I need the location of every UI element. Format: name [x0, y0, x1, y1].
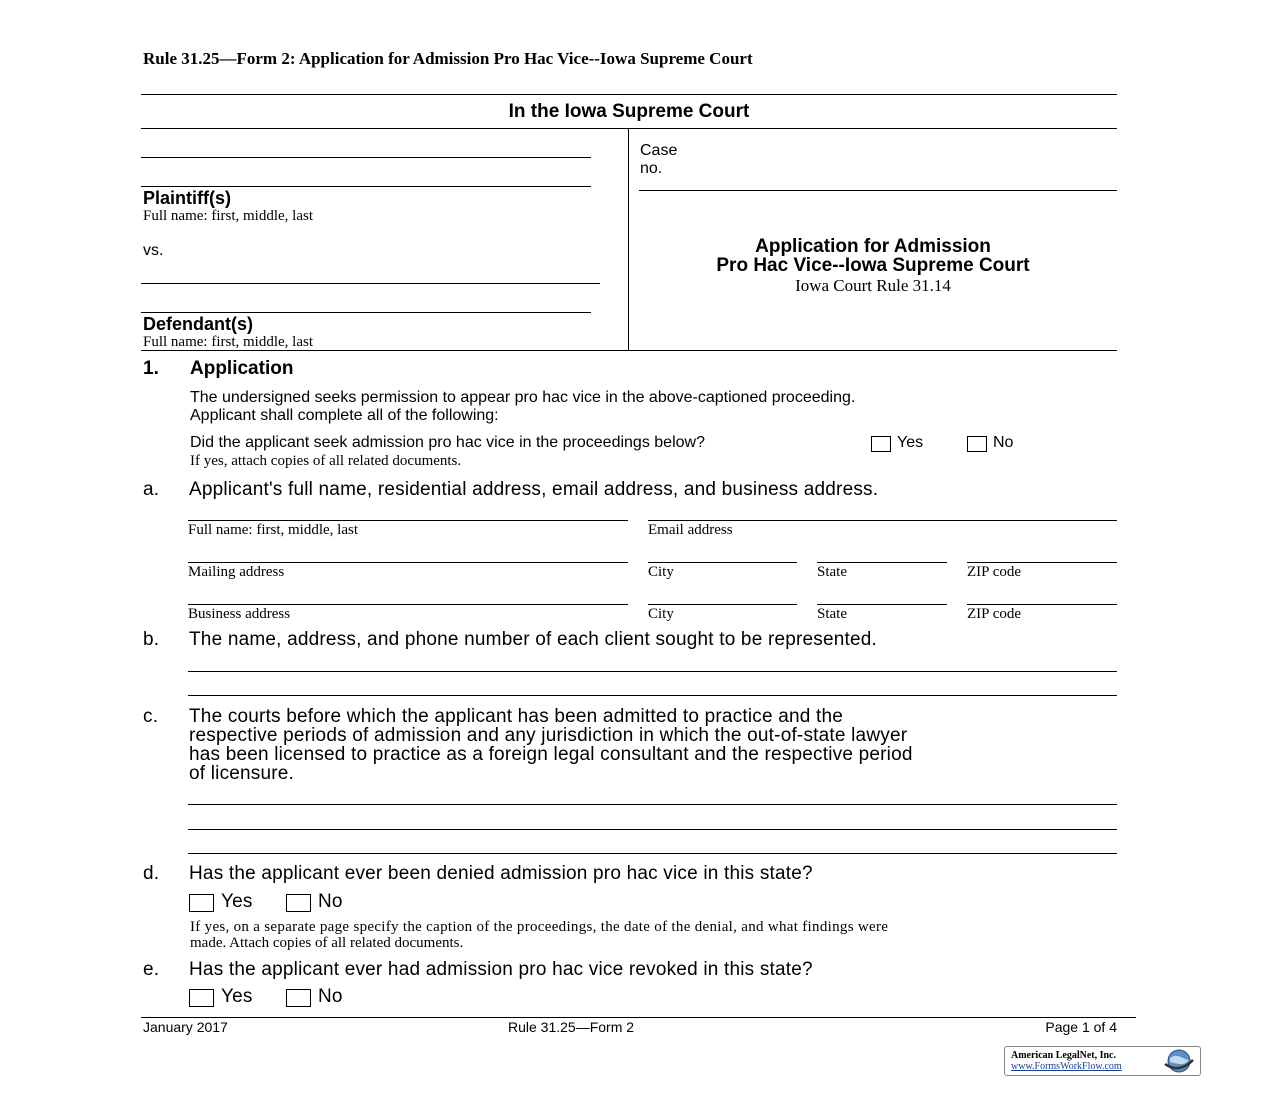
item-c-line-2: respective periods of admission and any jurisdiction in which the out-of-state lawyer — [189, 725, 908, 746]
below-no-label: No — [993, 434, 1014, 451]
client-line-2[interactable] — [188, 695, 1117, 696]
business-state-label: State — [817, 606, 847, 622]
item-a-text: Applicant's full name, residential address, email address, and business address. — [189, 479, 879, 500]
item-a-letter: a. — [143, 479, 160, 500]
business-zip-field[interactable] — [967, 604, 1117, 605]
top-rule — [141, 94, 1117, 95]
item-c-line-1: The courts before which the applicant has been admitted to practice and the — [189, 706, 844, 727]
footer-date: January 2017 — [143, 1019, 228, 1035]
fullname-label: Full name: first, middle, last — [188, 522, 358, 538]
attach-note: If yes, attach copies of all related documents. — [190, 453, 462, 469]
defendant-hint: Full name: first, middle, last — [143, 334, 313, 350]
intro-line-1: The undersigned seeks permission to appear pro hac vice in the above-captioned proceeding. — [190, 389, 856, 406]
rule-title: Rule 31.25—Form 2: Application for Admission Pro Hac Vice--Iowa Supreme Court — [143, 49, 753, 68]
mailing-city-label: City — [648, 564, 674, 580]
denied-no-checkbox[interactable] — [286, 894, 311, 912]
denied-note-1: If yes, on a separate page specify the caption of the proceedings, the date of the denial, and what findings were — [190, 919, 889, 935]
mailing-zip-label: ZIP code — [967, 564, 1022, 580]
courts-line-3[interactable] — [188, 853, 1117, 854]
plaintiff-hint: Full name: first, middle, last — [143, 208, 313, 224]
logo-company: American LegalNet, Inc. — [1011, 1050, 1116, 1061]
caption-bottom-rule — [141, 350, 1117, 351]
mailing-state-label: State — [817, 564, 847, 580]
plaintiff-label: Plaintiff(s) — [143, 188, 231, 208]
mailing-city-field[interactable] — [648, 562, 797, 563]
client-line-1[interactable] — [188, 671, 1117, 672]
item-b-letter: b. — [143, 629, 160, 650]
mailing-state-field[interactable] — [817, 562, 947, 563]
case-label: Case — [640, 142, 678, 159]
business-address-field[interactable] — [188, 604, 628, 605]
item-d-text: Has the applicant ever been denied admission pro hac vice in this state? — [189, 863, 813, 884]
item-e-text: Has the applicant ever had admission pro hac vice revoked in this state? — [189, 959, 813, 980]
below-yes-checkbox[interactable] — [871, 436, 891, 455]
court-rule — [141, 128, 1117, 129]
section-heading: Application — [190, 358, 294, 379]
section-number: 1. — [143, 358, 159, 379]
question-below: Did the applicant seek admission pro hac vice in the proceedings below? — [190, 434, 705, 451]
form-title-2: Pro Hac Vice--Iowa Supreme Court — [716, 255, 1030, 276]
case-number-field[interactable] — [639, 190, 1117, 191]
revoked-yes-label: Yes — [221, 986, 253, 1007]
business-zip-label: ZIP code — [967, 606, 1022, 622]
item-e-letter: e. — [143, 959, 160, 980]
defendant-line-2[interactable] — [141, 312, 591, 313]
revoked-no-checkbox[interactable] — [286, 989, 311, 1007]
item-b-text: The name, address, and phone number of each client sought to be represented. — [189, 629, 878, 650]
revoked-no-label: No — [318, 986, 343, 1007]
business-state-field[interactable] — [817, 604, 947, 605]
below-yes-label: Yes — [897, 434, 924, 451]
mailing-zip-field[interactable] — [967, 562, 1117, 563]
denied-no-label: No — [318, 891, 343, 912]
american-legalnet-logo[interactable] — [1004, 1046, 1201, 1076]
intro-line-2: Applicant shall complete all of the following: — [190, 407, 499, 424]
logo-url[interactable]: www.FormsWorkFlow.com — [1011, 1061, 1122, 1072]
fullname-field[interactable] — [188, 520, 628, 521]
denied-yes-checkbox[interactable] — [189, 894, 214, 912]
plaintiff-line-1[interactable] — [141, 157, 591, 158]
form-subtitle: Iowa Court Rule 31.14 — [795, 276, 951, 295]
item-c-line-3: has been licensed to practice as a foreign legal consultant and the respective period — [189, 744, 913, 765]
courts-line-1[interactable] — [188, 804, 1117, 805]
footer-form-id: Rule 31.25—Form 2 — [508, 1019, 635, 1035]
email-field[interactable] — [648, 520, 1117, 521]
denied-yes-label: Yes — [221, 891, 253, 912]
business-address-label: Business address — [188, 606, 291, 622]
mailing-address-field[interactable] — [188, 562, 628, 563]
defendant-label: Defendant(s) — [143, 314, 254, 334]
defendant-line-1[interactable] — [141, 283, 600, 284]
item-d-letter: d. — [143, 863, 160, 884]
business-city-label: City — [648, 606, 674, 622]
business-city-field[interactable] — [648, 604, 797, 605]
globe-icon — [1161, 1048, 1197, 1074]
below-no-checkbox[interactable] — [967, 436, 987, 455]
footer-page: Page 1 of 4 — [1045, 1019, 1117, 1035]
email-label: Email address — [648, 522, 733, 538]
footer-rule — [141, 1017, 1136, 1018]
courts-line-2[interactable] — [188, 829, 1117, 830]
plaintiff-line-2[interactable] — [141, 186, 591, 187]
item-c-letter: c. — [143, 706, 159, 727]
form-title-1: Application for Admission — [755, 236, 991, 257]
denied-note-2: made. Attach copies of all related documents. — [190, 935, 464, 951]
court-name: In the Iowa Supreme Court — [508, 101, 750, 122]
item-c-line-4: of licensure. — [189, 763, 295, 784]
revoked-yes-checkbox[interactable] — [189, 989, 214, 1007]
case-label-no: no. — [640, 160, 663, 177]
mailing-address-label: Mailing address — [188, 564, 285, 580]
vs-label: vs. — [143, 242, 164, 259]
